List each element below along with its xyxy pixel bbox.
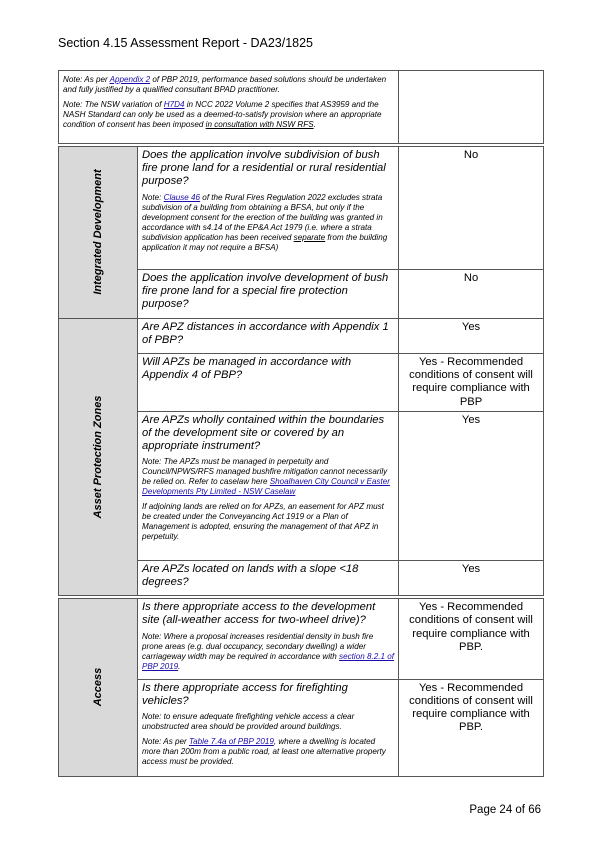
intro-note-appendix: Note: As per Appendix 2 of PBP 2019, performance based solutions should be undertaken and fully justified by a qualified consultant BPAD practitioner.: [63, 75, 387, 94]
apz-q3-note-easement: If adjoining lands are relied on for APZs, an easement for APZ must be created under the Conveyancing Act 1919 or a Plan of Management is adopted, ensuring the management of that APZ in perpetuity.: [142, 502, 384, 542]
access-q2-note-clearance: Note: to ensure adequate firefighting vehicle access a clear unobstructed area should be provided around buildings.: [142, 712, 355, 732]
apz-q4-cell: [138, 560, 399, 595]
access-section-cell: [59, 599, 138, 776]
access-a1: Yes - Recommended conditions of consent will require compliance with PBP.: [399, 599, 544, 679]
apz-row-1: [59, 318, 544, 353]
intro-note-ncc: Note: The NSW variation of H7D4 in NCC 2022 Volume 2 specifies that AS3959 and the NASH Standard can only be used as a deemed-to-satisfy provision where an appropriate condition of consent has been imposed in consultation with NSW RFS.: [63, 100, 382, 129]
page-header: Section 4.15 Assessment Report - DA23/1825: [58, 36, 314, 50]
access-q2: Is there appropriate access for firefighting vehicles?: [142, 681, 348, 707]
apz-a2: Yes - Recommended conditions of consent will require compliance with PBP: [399, 354, 544, 412]
page-number: Page 24 of 66: [469, 804, 541, 816]
apz-q4: Are APZs located on lands with a slope <18 degrees?: [142, 562, 359, 589]
clause-46-link[interactable]: Clause 46: [163, 192, 201, 202]
caselaw-link[interactable]: Shoalhaven City Council v Easter Developments Pty Limited - NSW Caselaw: [142, 477, 390, 497]
integrated-q2-cell: [138, 270, 399, 319]
apz-q1: Are APZ distances in accordance with Appendix 1 of PBP?: [142, 320, 389, 346]
integrated-row-1: [59, 147, 544, 270]
h7d4-link[interactable]: H7D4: [163, 100, 185, 109]
apz-q3-note-perpetuity: Note: The APZs must be managed in perpetuity and Council/NPWS/RFS managed bushfire mitigation cannot necessarily be relied on. Refer to caselaw here Shoalhaven City Council v Easter Developments Pty Limited - NSW Caselaw: [142, 457, 390, 497]
apz-q2-cell: [138, 354, 399, 412]
integrated-section-cell: [59, 147, 138, 319]
integrated-q2: Does the application involve development of bush fire prone land for a special fire protection purpose?: [142, 272, 389, 311]
apz-a3: Yes: [399, 411, 544, 560]
table-7-4a-link[interactable]: Table 7.4a of PBP 2019: [188, 737, 274, 747]
integrated-a1: No: [399, 147, 544, 270]
access-section-label: Access: [92, 668, 104, 707]
appendix-2-link[interactable]: Appendix 2: [109, 75, 151, 84]
apz-a1: Yes: [399, 318, 544, 353]
apz-a4: Yes: [399, 560, 544, 595]
integrated-q1-cell: [138, 147, 399, 270]
apz-q3: Are APZs wholly contained within the boundaries of the development site or covered by an appropriate instrument?: [142, 413, 385, 453]
access-q1-note: Note: Where a proposal increases residential density in bush fire prone areas (e.g. dual occupancy, secondary dwelling) a wider carriageway width may be required in accordance with section 8.2.1 of PBP 2019.: [142, 631, 394, 671]
access-q2-cell: [138, 679, 399, 776]
apz-section-cell: [59, 318, 138, 596]
access-q1-cell: [138, 599, 399, 679]
apz-q3-cell: [138, 411, 399, 560]
intro-answer-cell: [399, 71, 544, 144]
integrated-q1-note: Note: Clause 46 of the Rural Fires Regulation 2022 excludes strata subdivision of a building from obtaining a BFSA, but only if the development consent for the erection of the building was granted in accordance with s4.14 of the EP&A Act 1979 (i.e. where a strata subdivision application has been received separate from the building application it may not require a BFSA): [142, 192, 388, 252]
access-q2-note-alternative: Note: As per Table 7.4a of PBP 2019, where a dwelling is located more than 200m from a public road, at least one alternative property access must be provided.: [142, 737, 386, 767]
integrated-q1: Does the application involve subdivision of bush fire prone land for a residential or rural residential purpose?: [142, 149, 386, 188]
apz-q2: Will APZs be managed in accordance with Appendix 4 of PBP?: [142, 356, 352, 382]
access-a2: Yes - Recommended conditions of consent will require compliance with PBP.: [399, 679, 544, 776]
apz-q1-cell: [138, 318, 399, 353]
apz-section-label: Asset Protection Zones: [92, 395, 104, 519]
access-q1: Is there appropriate access to the development site (all-weather access for two-wheel drive)?: [142, 601, 376, 627]
access-row-1: [59, 599, 544, 679]
intro-row: [59, 71, 544, 144]
integrated-a2: No: [399, 270, 544, 319]
integrated-section-label: Integrated Development: [92, 169, 104, 295]
intro-notes-cell: [59, 71, 399, 144]
assessment-table: [58, 70, 544, 777]
section-8-2-1-link[interactable]: section 8.2.1 of PBP 2019: [142, 651, 394, 671]
